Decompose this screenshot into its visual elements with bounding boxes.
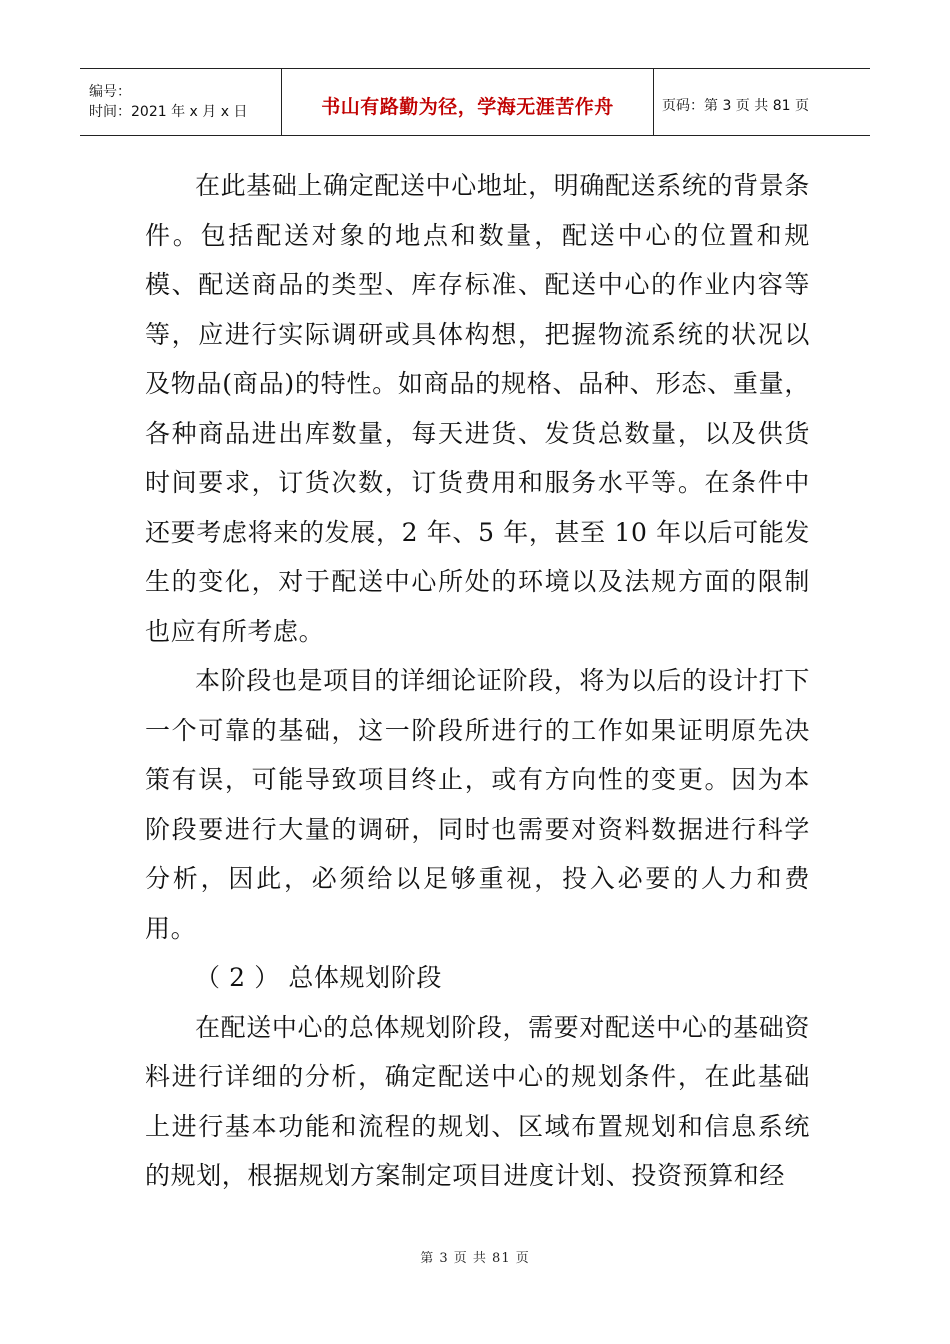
page-footer: 第 3 页 共 81 页 xyxy=(420,1251,530,1266)
section-heading: （ 2 ） 总体规划阶段 xyxy=(195,963,442,992)
body-paragraph: 在此基础上确定配送中心地址，明确配送系统的背景条件。包括配送对象的地点和数量，配送中心的位置和规模、配送商品的类型、库存标准、配送中心的作业内容等等，应进行实际调研或具体构想，把握物流系统的状况以及物品(商品)的特性。如商品的规格、品种、形态、重量，各种商品进出库数量，每天进货、发货总数量，以及供货时间要求，订货次数，订货费用和服务水平等。在条件中还要考虑将来的发展，2 年、5 年，甚至 10 年以后可能发生的变化，对于配送中心所处的环境以及法规方面的限制也应有所考虑。 xyxy=(145,171,810,646)
document-number-label: 编号： xyxy=(89,84,131,100)
body-paragraph: 本阶段也是项目的详细论证阶段，将为以后的设计打下一个可靠的基础，这一阶段所进行的工作如果证明原先决策有误，可能导致项目终止，或有方向性的变更。因为本阶段要进行大量的调研，同时也需要对资料数据进行科学分析，因此，必须给以足够重视，投入必要的人力和费用。 xyxy=(145,666,810,943)
document-header xyxy=(80,68,870,136)
header-motto: 书山有路勤为径，学海无涯苦作舟 xyxy=(321,95,614,118)
header-motto-cell xyxy=(282,69,654,135)
header-meta-cell xyxy=(80,69,282,135)
header-page-number: 页码：第 3 页 共 81 页 xyxy=(662,98,809,114)
document-date-label: 时间：2021 年 x 月 x 日 xyxy=(89,104,248,120)
document-body xyxy=(145,161,810,1201)
body-paragraph: 在配送中心的总体规划阶段，需要对配送中心的基础资料进行详细的分析，确定配送中心的规划条件，在此基础上进行基本功能和流程的规划、区域布置规划和信息系统的规划，根据规划方案制定项目进度计划、投资预算和经 xyxy=(145,1012,810,1190)
header-page-cell xyxy=(654,69,870,135)
